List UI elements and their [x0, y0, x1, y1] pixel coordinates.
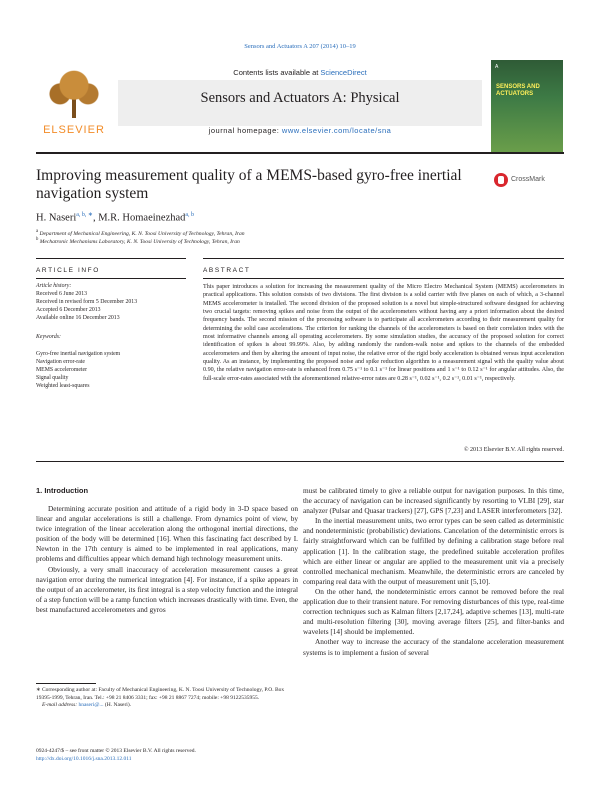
keyword: MEMS accelerometer — [36, 367, 88, 373]
journal-title: Sensors and Actuators A: Physical — [200, 90, 400, 106]
author-name[interactable]: M.R. Homaeinezhad — [98, 212, 186, 224]
affiliation — [36, 229, 556, 237]
publisher-name: ELSEVIER — [43, 124, 105, 136]
right-column — [303, 486, 564, 658]
section-heading: 1. Introduction — [36, 486, 89, 495]
author-affiliation-marks[interactable]: a, b, ∗ — [76, 212, 93, 218]
paragraph: Determining accurate position and attitude of a rigid body in 3-D space based on linear and angular accelerations is still a challenge. From dynamics point of view, by twice integration of the linear acceleration along the orthogonal inertial directions, the position of the body will be determined [16]. When this fascinating fact described by I. Newton in the 17th century is aimed to be implemented in real applications, many problems and difficulties appear which demand high technology measurement units. — [36, 504, 298, 564]
crossmark-label: CrossMark — [511, 176, 545, 183]
paragraph: must be calibrated timely to give a reliable output for navigation purposes. In this time, the accuracy of navigation can be increased significantly by resorting to VLBI [29], star analyzer (Pulsar and Quasar trackers) [27], GPS [7,23] and LASER interferometers [32]. — [303, 486, 564, 516]
keyword: Navigation error-rate — [36, 359, 85, 365]
divider — [203, 258, 564, 259]
journal-cover-image — [491, 60, 563, 152]
author-affiliation-marks[interactable]: a, b — [185, 212, 195, 218]
article-title: Improving measurement quality of a MEMS-based gyro-free inertial navigation system — [36, 167, 462, 202]
cover-title: SENSORS AND ACTUATORS — [496, 84, 540, 97]
elsevier-logo — [36, 62, 112, 144]
history-label: Article history: — [36, 283, 72, 289]
footnote-email-line — [36, 702, 298, 710]
paragraph: On the other hand, the nondeterministic errors cannot be removed before the real application due to their transient nature. For removing disturbances of this type, real-time correction techniques such as Kalman filters [2,17,24], adaptive schemes [13], multi-rate and multi-resolution filtering [30], moving average filters [25], and filter-banks and wavelets [14] should be implemented. — [303, 586, 564, 637]
journal-homepage — [118, 126, 482, 135]
paragraph: In the inertial measurement units, two error types can be seen called as deterministic and nondeterministic (probabilistic) deviations. Cancelation of the deterministic errors is fairly straightforward which can be fulfilled by defining a calibration stage before real application [1]. In the calibration stage, the predefined suitable acceleration profiles which are either linear or angular are applied to the measurement unit via a precisely controlled mechanical mechanism. Meanwhile, the deterministic errors are canceled by comparing real data with the output of measurement unit [5,10]. — [303, 516, 564, 586]
affiliation-text: Department of Mechanical Engineering, K. N. Toosi University of Technology, Tehran, Iran — [39, 230, 245, 237]
author-separator: , — [92, 212, 99, 224]
keyword: Gyro-free inertial navigation system — [36, 351, 121, 357]
footnote-rule — [36, 683, 96, 684]
journal-reference[interactable]: Sensors and Actuators A 207 (2014) 10–19 — [244, 43, 356, 50]
footnote-text: ∗ Corresponding author at: Faculty of Mechanical Engineering, K. N. Toosi University of Technology, P.O. Box 19395-1999, Tehran, Iran. Tel.: +98 21 8406 3331; fax: +98 21 8867 7274; mobile: +98 9122535955. — [36, 687, 285, 701]
cover-label: A — [495, 64, 499, 70]
history-item: Accepted 6 December 2013 — [36, 307, 101, 313]
paragraph: Another way to increase the accuracy of the standalone acceleration measurement systems is to implement a fusion of several — [303, 637, 564, 657]
abstract-end-rule — [36, 461, 564, 462]
abstract-text: This paper introduces a solution for increasing the measurement quality of the Micro Electro Mechanical System (MEMS) accelerometers in practical applications. This solution consists of two divisions. The first division is a solid carrier with five planes on each of which, a 3-channel MEMS accelerometer is installed. The second division of the proposed solution is a novel but simple-structured software designed for achieving two crucial targets: removing spikes and noise from the output of the accelerometers without having any a priori information about the desired frequency bands. The second mission of the processing software is to participate all accelerometers according to their measurement quality for determining the solid case accelerations. The criterion for ranking the channels of the accelerometers is based on their correlation index with the most informative channels among all operating accelerometers. By some simulation studies, the accuracy of the proposed solution for correct identification of spikes is about 99.99%. Also, by adding randomly the random-walk noise and spikes to the channels of the embedded accelerometers and then by altering the amount of input noise, the relative error of the rigid body acceleration is obtained versus input acceleration quality. As an instance, by implementing the proposed noise and spike reduction algorithm to a measurement signal with the quality value about 0.90, the relative navigation error-rate is enhanced from 0.75 s⁻¹ to 0.1 s⁻¹ for linear positions and 1 s⁻¹ to 0.12 s⁻¹ for angular attitudes. Also, the full-scale error-rates associated with the aforementioned relative-error rates are 0.28 s⁻¹, 0.02 s⁻¹, 0.2 s⁻¹, 0.01 s⁻¹, respectively. — [203, 284, 564, 382]
elsevier-tree-icon — [39, 62, 109, 120]
email-suffix: (H. Naseri). — [103, 702, 132, 709]
history-item: Received 6 June 2013 — [36, 291, 88, 297]
homepage-link[interactable]: www.elsevier.com/locate/sna — [281, 126, 392, 135]
keyword: Signal quality — [36, 375, 69, 381]
header-rule — [36, 152, 564, 154]
affiliation — [36, 237, 556, 245]
doi-link[interactable]: http://dx.doi.org/10.1016/j.sna.2013.12.011 — [36, 756, 132, 762]
author-list — [36, 211, 556, 224]
affiliation-text: Mechatronic Mechanisms Laboratory, K. N. Toosi University of Technology, Tehran, Iran — [39, 238, 240, 245]
article-info-heading: ARTICLE INFO — [36, 267, 100, 274]
paragraph: Obviously, a very small inaccuracy of acceleration measurement causes a great navigation error during the numerical integration [4]. For instance, if a spike appears in the output of an accelerometer, its first integral is a step velocity function and the integral of a step function will be a ramp function which increases drastically with time. Even, the best manufactured accelerometers and gyros — [36, 564, 299, 614]
sciencedirect-link[interactable]: ScienceDirect — [320, 68, 367, 77]
email-link[interactable]: hnaseri@... — [78, 702, 104, 709]
footnote — [36, 687, 298, 710]
left-column — [36, 504, 298, 615]
divider — [36, 278, 186, 279]
affiliation-key: b — [36, 237, 39, 242]
keyword: Weighted least-squares — [36, 383, 90, 389]
keywords-label: Keywords: — [36, 334, 61, 340]
contents-line — [140, 68, 460, 77]
author-name[interactable]: H. Naseri — [36, 212, 77, 224]
issn-note: 0924-4247/$ – see front matter © 2013 Elsevier B.V. All rights reserved. — [36, 748, 196, 754]
history-item: Received in revised form 5 December 2013 — [36, 299, 138, 305]
crossmark-icon — [494, 173, 508, 187]
history-item: Available online 16 December 2013 — [36, 315, 120, 321]
crossmark-badge[interactable] — [494, 173, 562, 193]
email-label: E-mail address: — [42, 702, 79, 709]
affiliation-key: a — [36, 229, 39, 234]
divider — [203, 278, 564, 279]
contents-prefix: Contents lists available at — [233, 68, 321, 77]
abstract-heading: ABSTRACT — [203, 267, 251, 274]
homepage-prefix: journal homepage: — [208, 126, 282, 135]
divider — [36, 258, 186, 259]
copyright-notice: © 2013 Elsevier B.V. All rights reserved. — [463, 447, 564, 453]
